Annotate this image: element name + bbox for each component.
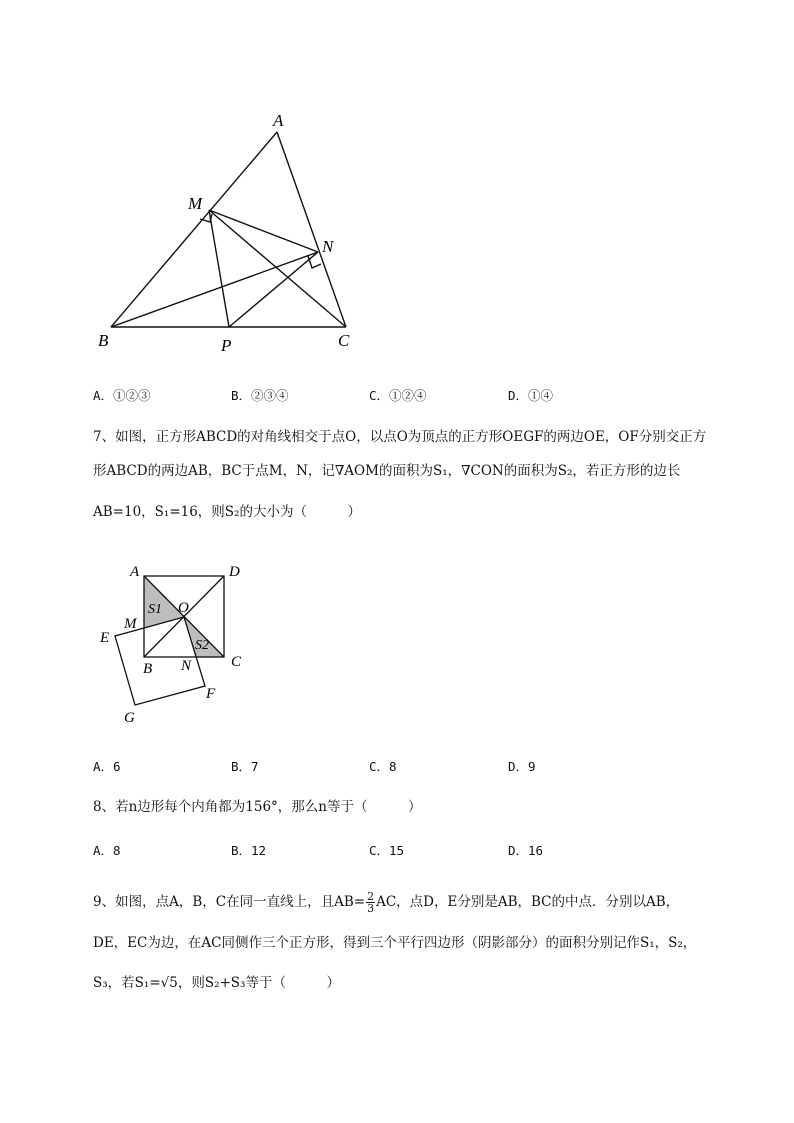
q6-option-c[interactable]: C．①②④ (369, 388, 427, 403)
label-f2: F (206, 686, 216, 702)
label-e2: E (100, 630, 110, 646)
segment-mn (209, 210, 318, 252)
label-g2: G (124, 710, 135, 726)
q6-option-a[interactable]: A．①②③ (93, 388, 151, 403)
segment-mp (209, 210, 229, 327)
q7-option-a[interactable]: A．6 (93, 759, 121, 774)
figure-two-squares (95, 560, 255, 730)
fraction-two-thirds (366, 891, 375, 914)
q6-option-d[interactable]: D．①④ (508, 388, 554, 403)
q8-option-a[interactable]: A．8 (93, 843, 121, 858)
label-n: N (322, 237, 334, 256)
q7-line-1: 7、如图，正方形ABCD的对角线相交于点O，以点O为顶点的正方形OEGF的两边OE，OF分别交正方 (93, 429, 707, 445)
q9-line-1 (93, 891, 679, 914)
q8-option-b[interactable]: B．12 (231, 843, 267, 858)
q6-option-b[interactable]: B．②③④ (231, 388, 289, 403)
q9-line-2: DE，EC为边，在AC同侧作三个正方形，得到三个平行四边形（阴影部分）的面积分别记作S₁，S₂， (93, 935, 697, 951)
q8-text: 8、若n边形每个内角都为156°，那么n等于（ ） (93, 799, 422, 815)
label-b2: B (143, 661, 153, 677)
q9-line-3: S₃，若S₁=√5，则S₂+S₃等于（ ） (93, 975, 340, 991)
label-p: P (221, 336, 232, 355)
q7-line-3: AB=10，S₁=16，则S₂的大小为（ ） (93, 504, 361, 520)
right-angle-mark-n (308, 256, 321, 268)
label-a: A (273, 111, 284, 130)
q8-option-d[interactable]: D．16 (508, 843, 544, 858)
q8-option-c[interactable]: C．15 (369, 843, 405, 858)
label-c2: C (231, 654, 242, 670)
segment-pn (229, 252, 318, 327)
fraction-numerator: 2 (367, 890, 375, 903)
label-m2: M (124, 616, 137, 632)
q7-option-b[interactable]: B．7 (231, 759, 259, 774)
label-o2: O (178, 600, 189, 616)
segment-ab (111, 132, 277, 327)
q9-line-1-end: AC，点D，E分别是AB，BC的中点．分别以AB， (376, 894, 680, 910)
figure-triangle-mnp (90, 105, 370, 360)
label-s2: S2 (195, 638, 209, 653)
q7-option-d[interactable]: D．9 (508, 759, 536, 774)
q9-line-1-start: 9、如图，点A，B，C在同一直线上，且AB= (93, 894, 366, 910)
label-d2: D (229, 564, 240, 580)
q7-option-c[interactable]: C．8 (369, 759, 397, 774)
label-m: M (188, 194, 203, 213)
q7-line-2: 形ABCD的两边AB，BC于点M，N，记∇AOM的面积为S₁，∇CON的面积为S₂，若正方形的边长 (93, 463, 681, 479)
fraction-denominator: 3 (367, 902, 375, 915)
label-n2: N (181, 658, 192, 674)
label-b: B (98, 331, 109, 350)
label-s1: S1 (148, 602, 162, 617)
label-a2: A (130, 564, 140, 580)
label-c: C (338, 331, 350, 350)
